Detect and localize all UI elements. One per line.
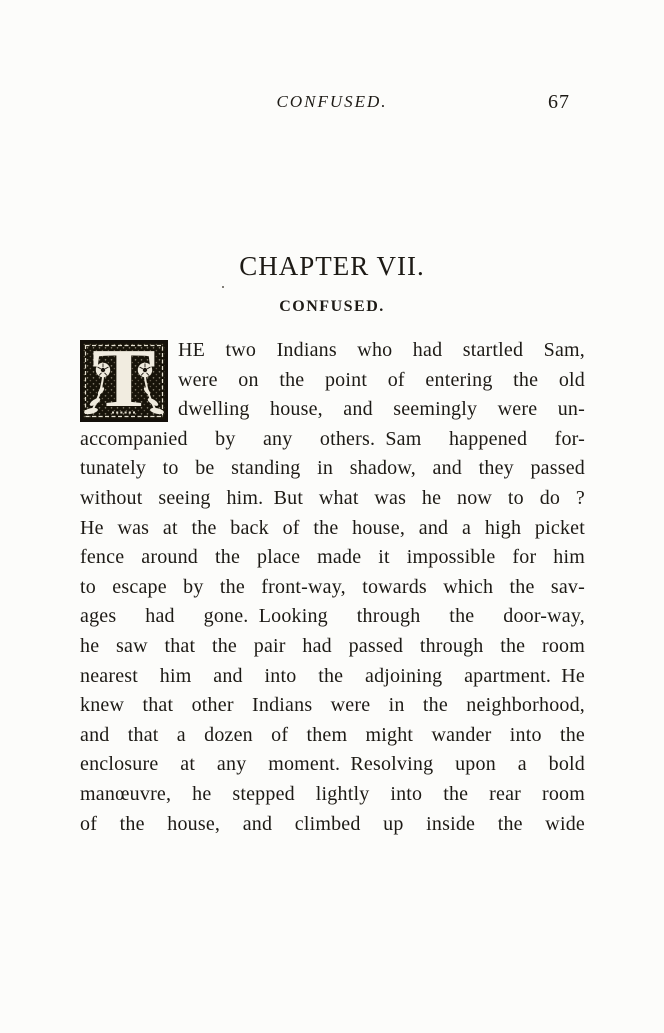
text-line: and that a dozen of them might wander into the (80, 723, 585, 746)
text-line: tunately to be standing in shadow, and they passed (80, 457, 585, 480)
text-line: HE two Indians who had startled Sam, (178, 339, 585, 361)
chapter-heading: CHAPTER VII. (239, 251, 425, 281)
drop-cap-letter: T (92, 340, 156, 422)
text-line: nearest him and into the adjoining apartment. He (80, 664, 585, 687)
text-line: to escape by the front-way, towards which the sav- (80, 575, 585, 598)
text-line: were on the point of entering the old (178, 368, 585, 391)
body-paragraph (80, 336, 585, 839)
chapter-subtitle: CONFUSED. (279, 298, 385, 315)
text-line: accompanied by any others. Sam happened for- (80, 427, 585, 450)
page-number: 67 (548, 91, 570, 113)
text-line: dwelling house, and seemingly were un- (178, 398, 585, 421)
text-line: He was at the back of the house, and a high picket (80, 516, 585, 539)
text-line: enclosure at any moment. Resolving upon a bold (80, 753, 585, 776)
text-line: of the house, and climbed up inside the wide (80, 812, 585, 835)
text-line: without seeing him. But what was he now to do ? (80, 486, 585, 509)
text-line: manœuvre, he stepped lightly into the rear room (80, 782, 585, 805)
text-line: fence around the place made it impossible for him (80, 546, 585, 569)
print-speck (222, 286, 224, 288)
ornamental-initial (80, 340, 168, 422)
text-line: knew that other Indians were in the neighborhood, (80, 694, 585, 717)
running-head: CONFUSED. (276, 92, 388, 111)
text-line: ages had gone. Looking through the door-way, (80, 605, 585, 628)
ornamental-initial-frame (80, 340, 168, 422)
text-line: he saw that the pair had passed through the room (80, 634, 585, 657)
